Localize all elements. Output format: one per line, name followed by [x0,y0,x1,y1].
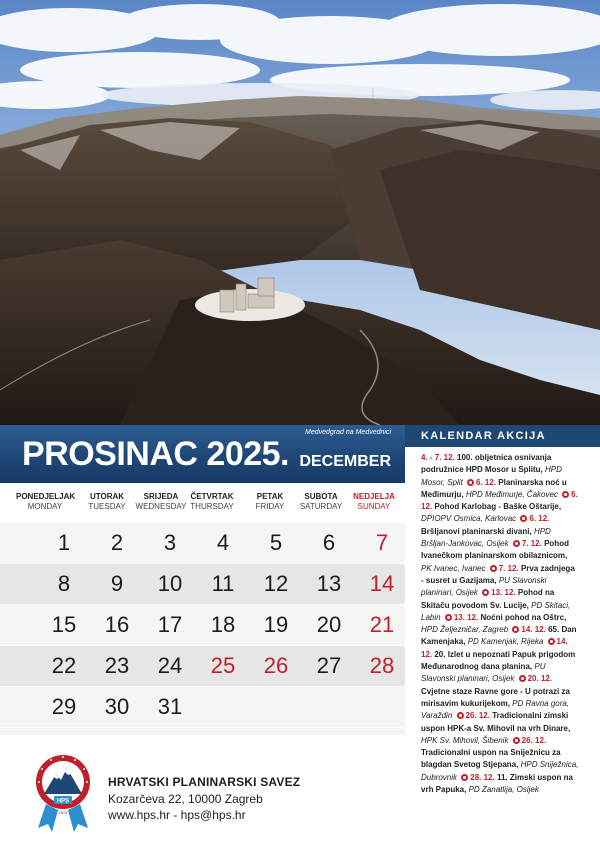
event-organizer: PK Ivanec, Ivanec [421,563,486,573]
calendar-day-1: 1 [57,530,71,555]
event-date: 13. 12. [491,588,516,598]
logo-initials: HPS [56,798,70,805]
event-organizer: PU Slavonski planinari, Osijek [421,662,546,684]
calendar-day-30: 30 [104,694,130,719]
event-name: Pohod Karlobag - Baške Oštarije, [434,502,562,512]
event-name: 100. obljetnica osnivanja podružnice HPD Mosor u Splitu, [421,453,552,475]
calendar-day-22: 22 [51,653,77,678]
weekday-label-en: WEDNESDAY [135,502,187,511]
weekday-label-en: MONDAY [27,502,63,511]
event-organizer: PD Ravna gora, Varaždin [421,698,570,721]
bullet-icon [548,638,555,645]
event-organizer: PD Skitaci, Labin [421,600,571,622]
event-name: 11. Zimski uspon na vrh Papuka, [421,772,573,795]
event-organizer: HPK Sv. Mihovil, Šibenik [421,735,509,745]
calendar-weeks [0,523,405,728]
calendar-week-row [0,523,405,564]
calendar-day-25: 25 [210,653,236,678]
weekday-friday [241,492,299,512]
events-title: KALENDAR AKCIJA [421,430,546,442]
weekday-label-hr: SUBOTA [304,492,338,501]
organization-contact[interactable]: www.hps.hr - hps@hps.hr [108,808,246,822]
event-date: 6. 12. [421,489,578,512]
calendar-day-29: 29 [51,694,77,719]
event-name: Bršljanovi planinarski divani, [421,526,532,536]
event-date: 4. - 7. 12. [421,453,455,462]
calendar-week-row [0,687,405,728]
weekday-label-en: TUESDAY [88,502,126,511]
event-name: Tradicionalni uspon na Sniježnicu za blagdan Svetog Stjepana, [421,748,561,770]
event-date: 7. 12. [498,563,519,573]
calendar-day-10: 10 [157,571,183,596]
event-date: 7. 12. [521,539,542,549]
bullet-icon [512,626,519,633]
calendar-day-5: 5 [269,530,283,555]
event-organizer: PU Slavonski planinari, Osijek [421,575,547,598]
event-organizer: HPD Sniježnica, Dubrovnik [421,760,579,782]
weekday-label-hr: PETAK [256,492,284,501]
weekday-saturday [292,492,350,512]
weekday-label-en: FRIDAY [255,502,285,511]
weekday-label-en: SUNDAY [357,502,391,511]
weekday-label-en: SATURDAY [299,502,343,511]
calendar-grid [0,483,405,735]
bullet-icon [467,479,474,486]
calendar-week-row [0,564,405,605]
event-date: 26. 12. [521,735,547,745]
events-header [405,425,600,447]
calendar-day-12: 12 [263,571,289,596]
event-name: 20. Izlet u nepoznati Papuk prigodom Međunarodnog dana planina, [421,649,576,672]
calendar-day-6: 6 [322,530,336,555]
calendar-day-27: 27 [316,653,342,678]
calendar-day-8: 8 [57,571,71,596]
calendar-day-24: 24 [157,653,183,678]
calendar-day-20: 20 [316,612,342,637]
event-name: Planinarska noć u Međimurju, [421,477,567,499]
event-name: Prva zadnjega - susret u Gazijama, [421,563,575,585]
event-name: 65. Dan Kamenjaka, [421,625,577,647]
event-organizer: PD Zanatlija, Osijek [468,785,539,795]
calendar-day-26: 26 [263,653,289,678]
event-date: 13. 12. [453,612,479,622]
event-date: 6. 12. [529,514,550,524]
event-organizer: HPD Bršljan-Jankovac, Osijek [421,526,551,549]
bullet-icon [490,565,497,572]
weekday-label-hr: PONEDJELJAK [16,492,76,501]
event-organizer: HPD Željezničar, Zagreb [421,625,509,635]
event-organizer: PD Kamenjak, Rijeka [467,637,544,647]
event-name: Pohod Ivanečkom planinarskom obilaznicom, [421,539,569,561]
calendar-day-19: 19 [263,612,289,637]
weekday-header [0,483,405,523]
bullet-icon [520,515,527,522]
photo-caption: Medvedgrad na Medvednici [305,429,391,436]
event-organizer: DPIOPV Osmica, Karlovac [421,514,517,524]
events-list [421,452,579,796]
event-date: 26. 12. [465,711,490,721]
event-name: Tradicionalni zimski uspon HPK-a Sv. Mihovil na vrh Dinare, [421,711,571,733]
event-date: 28. 12. [470,772,495,782]
calendar-day-18: 18 [210,612,236,637]
weekday-label-en: THURSDAY [190,502,234,511]
event-date: 14. 12. [521,625,546,635]
event-date: 20. 12. [527,674,553,684]
bullet-icon [562,491,569,498]
weekday-monday [16,492,74,512]
weekday-label-hr: ČETVRTAK [190,492,234,501]
event-date: 6. 12. [476,477,497,487]
event-date: 14. 12. [421,637,568,659]
weekday-label-hr: NEDJELJA [353,492,395,501]
bullet-icon [457,712,464,719]
calendar-day-17: 17 [157,612,183,637]
month-header [0,425,405,483]
calendar-day-15: 15 [51,612,77,637]
calendar-day-7: 7 [375,530,389,555]
calendar-day-23: 23 [104,653,130,678]
calendar-day-2: 2 [110,530,124,555]
calendar-day-28: 28 [369,653,395,678]
event-name: Noćni pohod na Oštrc, [480,612,567,622]
weekday-tuesday [78,492,136,512]
calendar-day-16: 16 [104,612,130,637]
month-title-croatian: PROSINAC 2025. [22,435,289,473]
weekday-sunday [345,492,403,512]
bullet-icon [482,589,489,596]
calendar-day-3: 3 [163,530,177,555]
hps-logo [34,752,92,834]
bullet-icon [519,675,526,682]
weekday-label-hr: UTORAK [89,492,125,501]
calendar-week-row [0,646,405,687]
bullet-icon [445,614,452,621]
organization-name: HRVATSKI PLANINARSKI SAVEZ [108,775,301,789]
event-name: Cvjetne staze Ravne gore - U potrazi za mirisavim kukurijekom, [421,686,570,708]
weekday-thursday [183,492,241,512]
weekday-label-hr: SRIJEDA [143,492,179,501]
bullet-icon [461,774,468,781]
month-title-english: DECEMBER [299,453,391,470]
mountain-emblem-icon [34,752,92,834]
bullet-icon [513,540,520,547]
weekday-wednesday [132,492,190,512]
calendar-day-9: 9 [110,571,124,596]
calendar-day-14: 14 [369,571,395,596]
bullet-icon [513,737,520,744]
calendar-day-11: 11 [211,571,235,596]
logo-year: 1874 [58,810,68,815]
calendar-day-31: 31 [157,694,183,719]
event-name: Pohod na Skitaču povodom Sv. Lucije, [421,588,555,610]
event-organizer: HPD Mosor, Split [421,465,562,487]
calendar-day-13: 13 [316,571,342,596]
calendar-day-4: 4 [216,530,230,555]
event-organizer: HPD Međimurje, Čakovec [465,489,558,499]
calendar-day-21: 21 [369,612,395,637]
calendar-week-row [0,605,405,646]
organization-address: Kozarčeva 22, 10000 Zagreb [108,792,263,806]
